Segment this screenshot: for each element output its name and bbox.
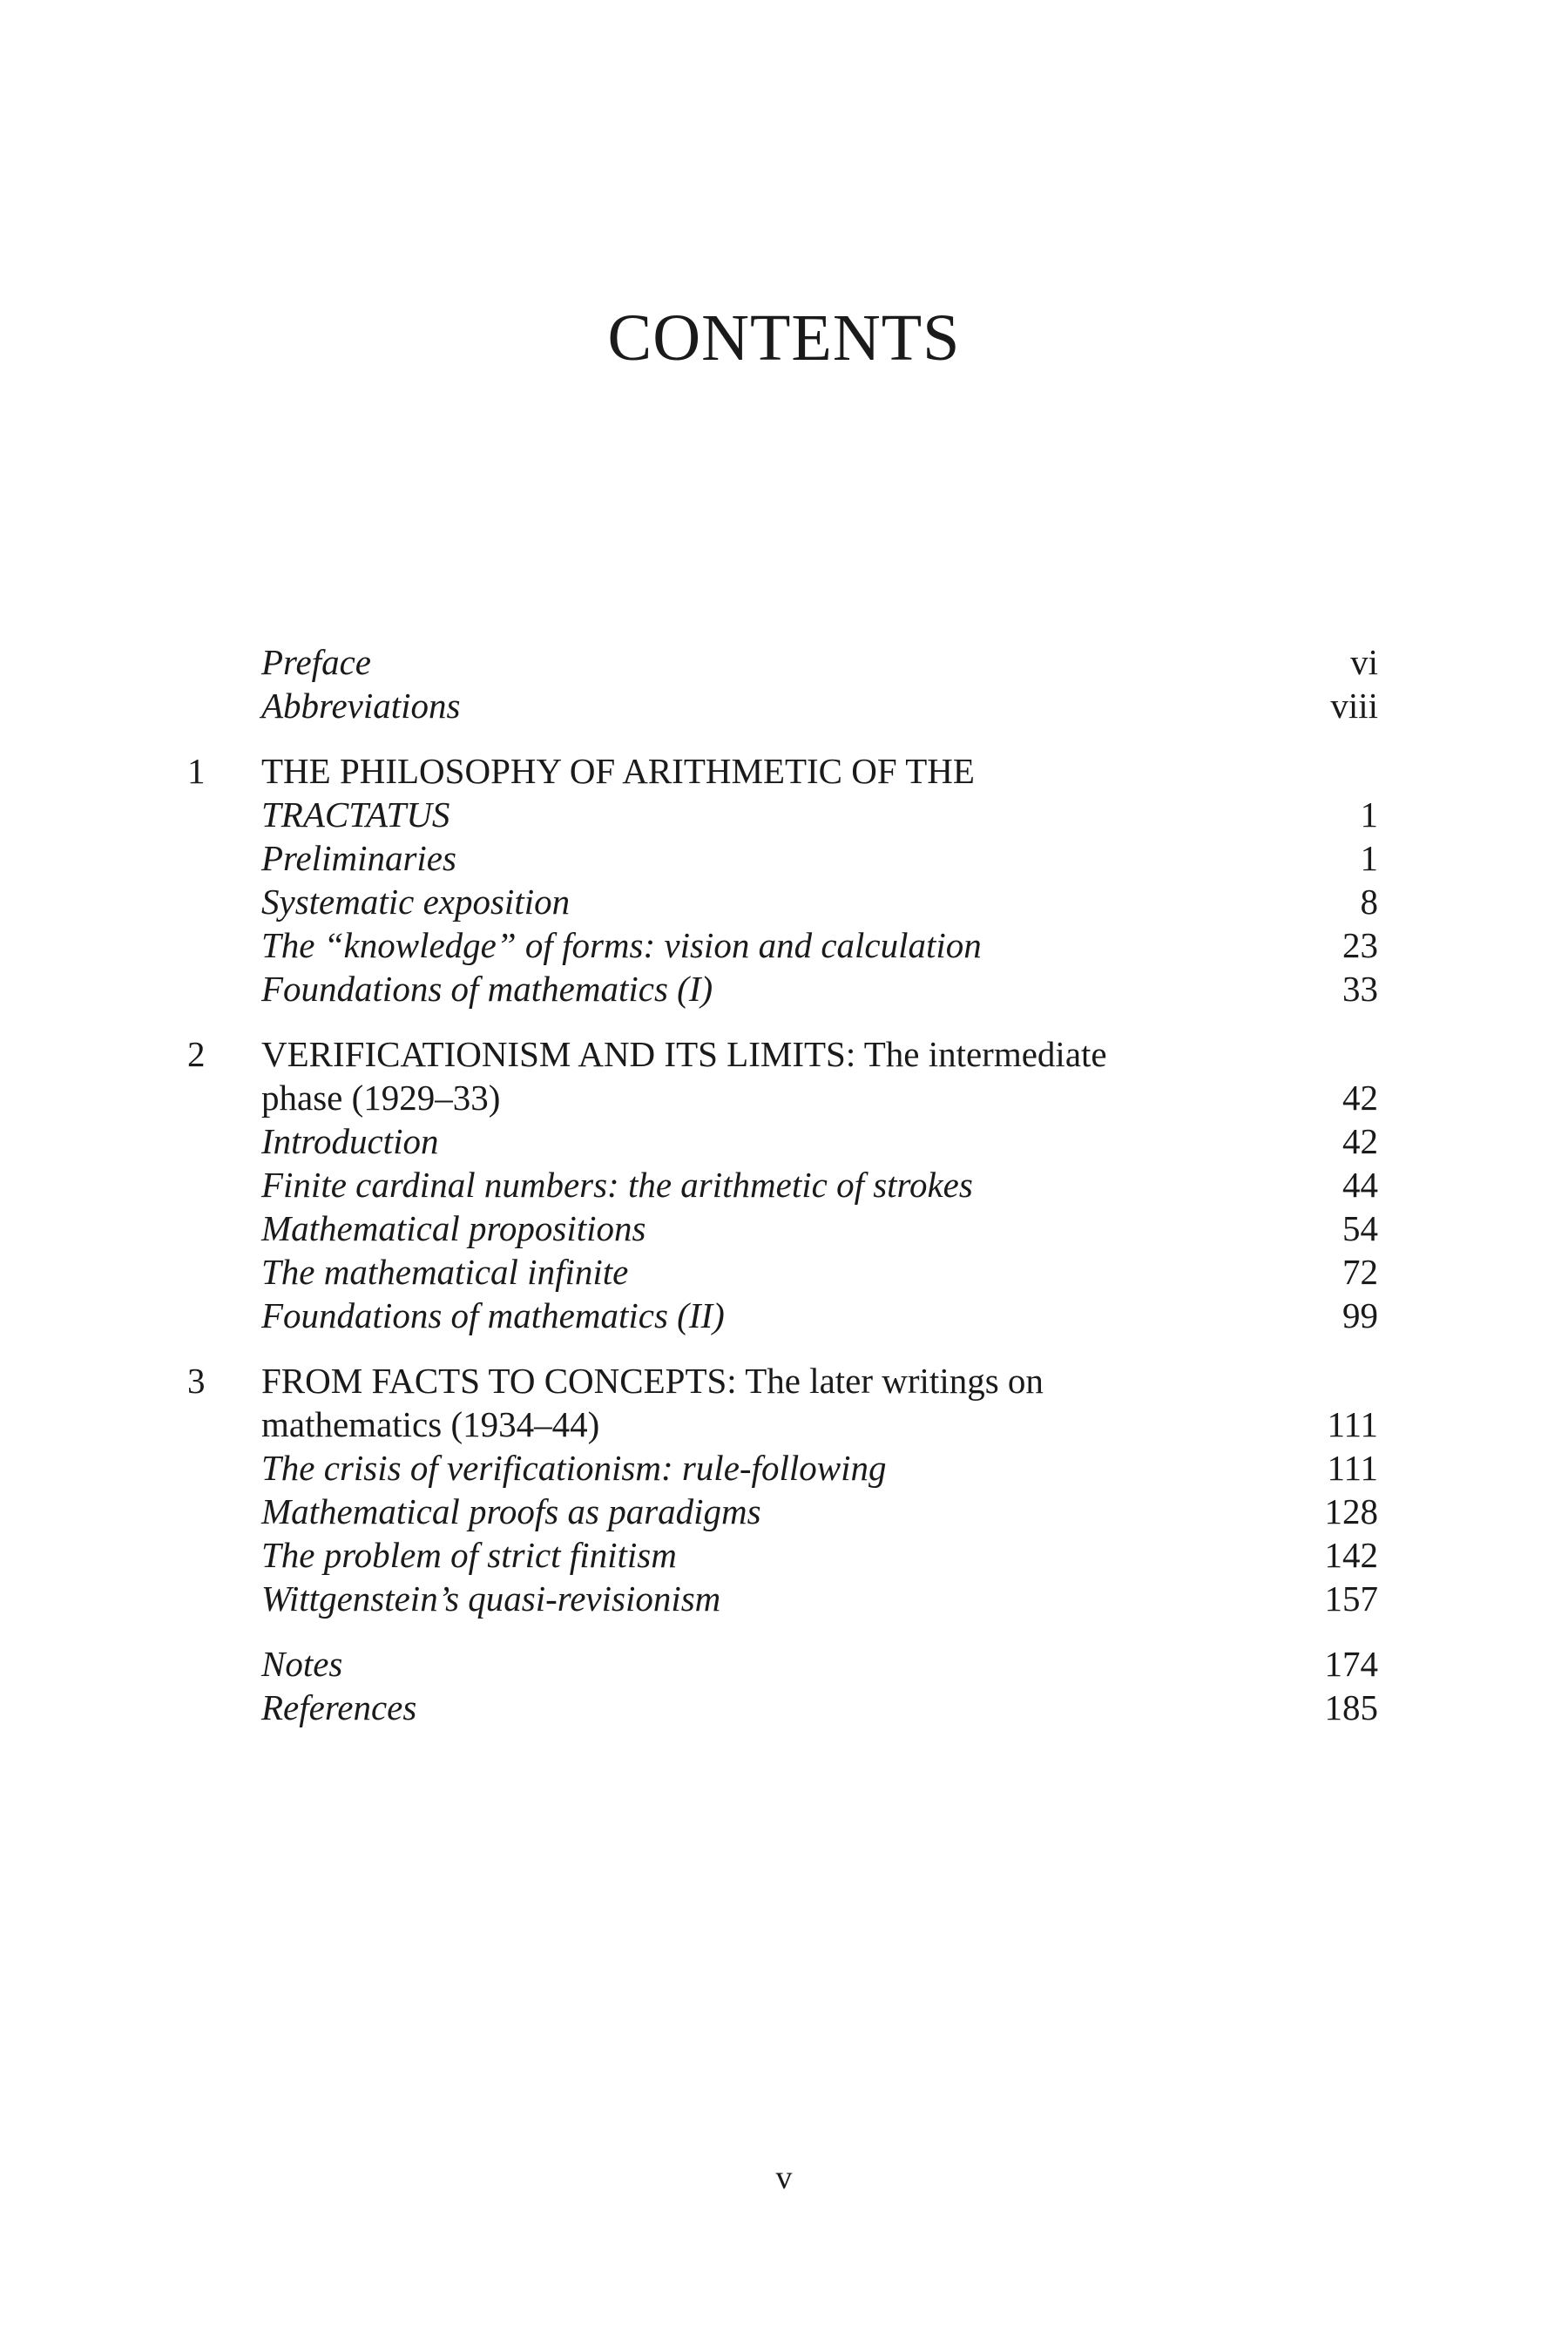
section-label: Wittgenstein’s quasi-revisionism: [261, 1578, 721, 1619]
chapter-title: phase (1929–33): [261, 1078, 501, 1118]
section-page: 54: [1342, 1208, 1378, 1248]
toc-section: [187, 1206, 1378, 1250]
chapter-title: THE PHILOSOPHY OF ARITHMETIC OF THE: [261, 751, 975, 791]
chapter-2: [187, 1032, 1378, 1337]
chapter-title: TRACTATUS: [261, 794, 450, 835]
toc-entry-references: [187, 1686, 1378, 1729]
chapter-heading-continued: [187, 1076, 1378, 1119]
page-title: CONTENTS: [607, 301, 961, 375]
chapter-page: 1: [1360, 794, 1378, 835]
chapter-3: [187, 1359, 1378, 1620]
toc-section: [187, 967, 1378, 1010]
section-page: 111: [1327, 1448, 1378, 1488]
toc-section: [187, 1119, 1378, 1163]
section-label: Introduction: [261, 1121, 439, 1161]
page-number: v: [775, 2159, 793, 2196]
toc-entry-label: Preface: [261, 642, 371, 682]
toc-section: [187, 923, 1378, 967]
toc-entry-page: 174: [1324, 1644, 1378, 1684]
section-page: 72: [1342, 1252, 1378, 1292]
toc-entry-label: References: [261, 1687, 417, 1727]
back-matter: [187, 1642, 1378, 1729]
toc-section: [187, 1294, 1378, 1337]
section-page: 1: [1360, 838, 1378, 878]
toc-section: [187, 1533, 1378, 1577]
chapter-page: 111: [1327, 1404, 1378, 1444]
chapter-heading: [187, 1359, 1378, 1402]
toc-entry-label: Notes: [261, 1644, 343, 1684]
toc-entry-page: vi: [1350, 642, 1378, 682]
chapter-number: 2: [187, 1034, 206, 1074]
toc-entry-page: 185: [1324, 1687, 1378, 1727]
toc-entry-abbreviations: [187, 684, 1378, 727]
toc-entry-preface: [187, 640, 1378, 684]
section-page: 128: [1324, 1491, 1378, 1531]
toc-section: [187, 880, 1378, 923]
chapter-number: 3: [187, 1361, 206, 1401]
section-label: Preliminaries: [261, 838, 456, 878]
section-label: Foundations of mathematics (I): [261, 969, 713, 1009]
chapter-heading: [187, 749, 1378, 793]
chapter-title: mathematics (1934–44): [261, 1404, 600, 1444]
front-matter: [187, 640, 1378, 727]
section-label: Finite cardinal numbers: the arithmetic of strokes: [261, 1165, 973, 1205]
section-page: 42: [1342, 1121, 1378, 1161]
chapter-heading-continued: [187, 793, 1378, 836]
section-page: 23: [1342, 925, 1378, 965]
section-page: 142: [1324, 1535, 1378, 1575]
toc-entry-notes: [187, 1642, 1378, 1686]
section-label: Systematic exposition: [261, 882, 571, 922]
chapter-1: [187, 749, 1378, 1010]
toc-entry-label: Abbreviations: [261, 686, 461, 726]
section-label: Mathematical propositions: [261, 1208, 646, 1248]
section-label: The mathematical infinite: [261, 1252, 629, 1292]
chapter-title: VERIFICATIONISM AND ITS LIMITS: The intermediate: [261, 1034, 1107, 1074]
toc-section: [187, 1446, 1378, 1490]
section-label: Mathematical proofs as paradigms: [261, 1491, 761, 1531]
toc-section: [187, 1490, 1378, 1533]
section-label: The “knowledge” of forms: vision and calculation: [261, 925, 982, 965]
chapter-number: 1: [187, 751, 206, 791]
toc-section: [187, 1163, 1378, 1206]
toc-entry-page: viii: [1330, 686, 1378, 726]
toc-section: [187, 1250, 1378, 1294]
section-page: 44: [1342, 1165, 1378, 1205]
section-page: 33: [1342, 969, 1378, 1009]
toc-section: [187, 836, 1378, 880]
section-page: 157: [1324, 1578, 1378, 1619]
section-label: The problem of strict finitism: [261, 1535, 677, 1575]
chapter-title: FROM FACTS TO CONCEPTS: The later writings on: [261, 1361, 1044, 1401]
section-label: The crisis of verificationism: rule-following: [261, 1448, 887, 1488]
section-page: 99: [1342, 1295, 1378, 1335]
table-of-contents: [187, 640, 1378, 1751]
section-page: 8: [1360, 882, 1378, 922]
chapter-page: 42: [1342, 1078, 1378, 1118]
toc-section: [187, 1577, 1378, 1620]
chapter-heading-continued: [187, 1402, 1378, 1446]
section-label: Foundations of mathematics (II): [261, 1295, 725, 1335]
chapter-heading: [187, 1032, 1378, 1076]
